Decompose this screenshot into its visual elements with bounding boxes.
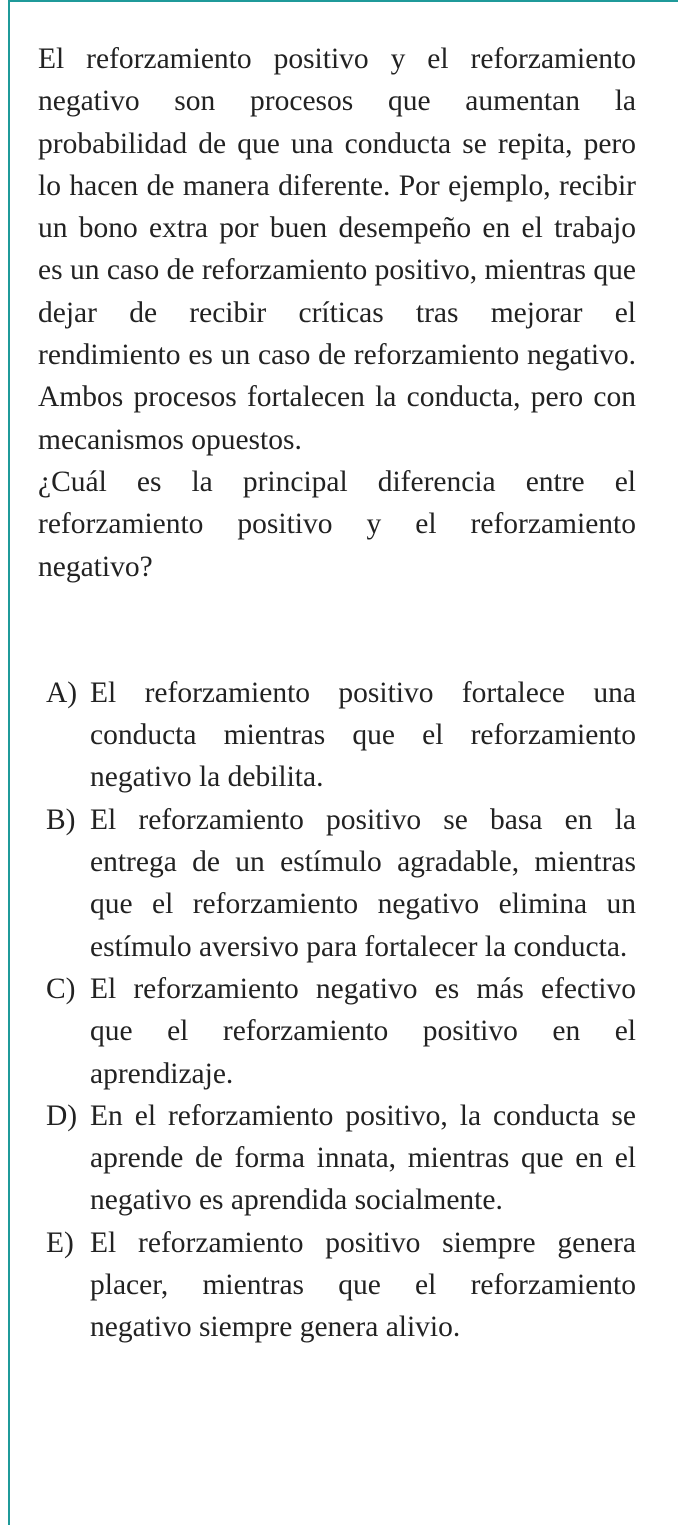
option-text: El reforzamiento positivo siempre genera placer, mientras que el reforzamiento negativo siempre genera alivio. bbox=[90, 1226, 636, 1344]
option-text: El reforzamiento negativo es más efectivo que el reforzamiento positivo en el aprendizaje. bbox=[90, 972, 636, 1090]
option-letter: C) bbox=[46, 972, 76, 1005]
option-d[interactable] bbox=[38, 1095, 636, 1222]
option-b[interactable] bbox=[38, 799, 636, 968]
passage-text: El reforzamiento positivo y el reforzamiento negativo son procesos que aumentan la probabilidad de que una conducta se repita, pero lo hacen de manera diferente. Por ejemplo, recibir un bono extra por buen desempeño en el trabajo es un caso de reforzamiento positivo, mientras que dejar de recibir críticas tras mejorar el rendimiento es un caso de reforzamiento negativo. Ambos procesos fortalecen la conducta, pero con mecanismos opuestos. bbox=[38, 43, 637, 456]
option-letter: D) bbox=[46, 1099, 78, 1132]
option-letter: A) bbox=[46, 676, 78, 709]
question-card bbox=[38, 38, 636, 1349]
option-e[interactable] bbox=[38, 1222, 636, 1349]
answer-options bbox=[38, 672, 636, 1349]
option-c[interactable] bbox=[38, 968, 636, 1095]
question-text: ¿Cuál es la principal diferencia entre el reforzamiento positivo y el reforzamiento negativo? bbox=[38, 465, 636, 583]
option-letter: E) bbox=[46, 1226, 74, 1259]
option-text: El reforzamiento positivo se basa en la entrega de un estímulo agradable, mientras que el reforzamiento negativo elimina un estímulo aversivo para fortalecer la conducta. bbox=[90, 803, 636, 963]
option-text: En el reforzamiento positivo, la conducta se aprende de forma innata, mientras que en el negativo es aprendida socialmente. bbox=[90, 1099, 636, 1217]
option-a[interactable] bbox=[38, 672, 636, 799]
option-text: El reforzamiento positivo fortalece una conducta mientras que el reforzamiento negativo la debilita. bbox=[90, 676, 636, 794]
option-letter: B) bbox=[46, 803, 76, 836]
